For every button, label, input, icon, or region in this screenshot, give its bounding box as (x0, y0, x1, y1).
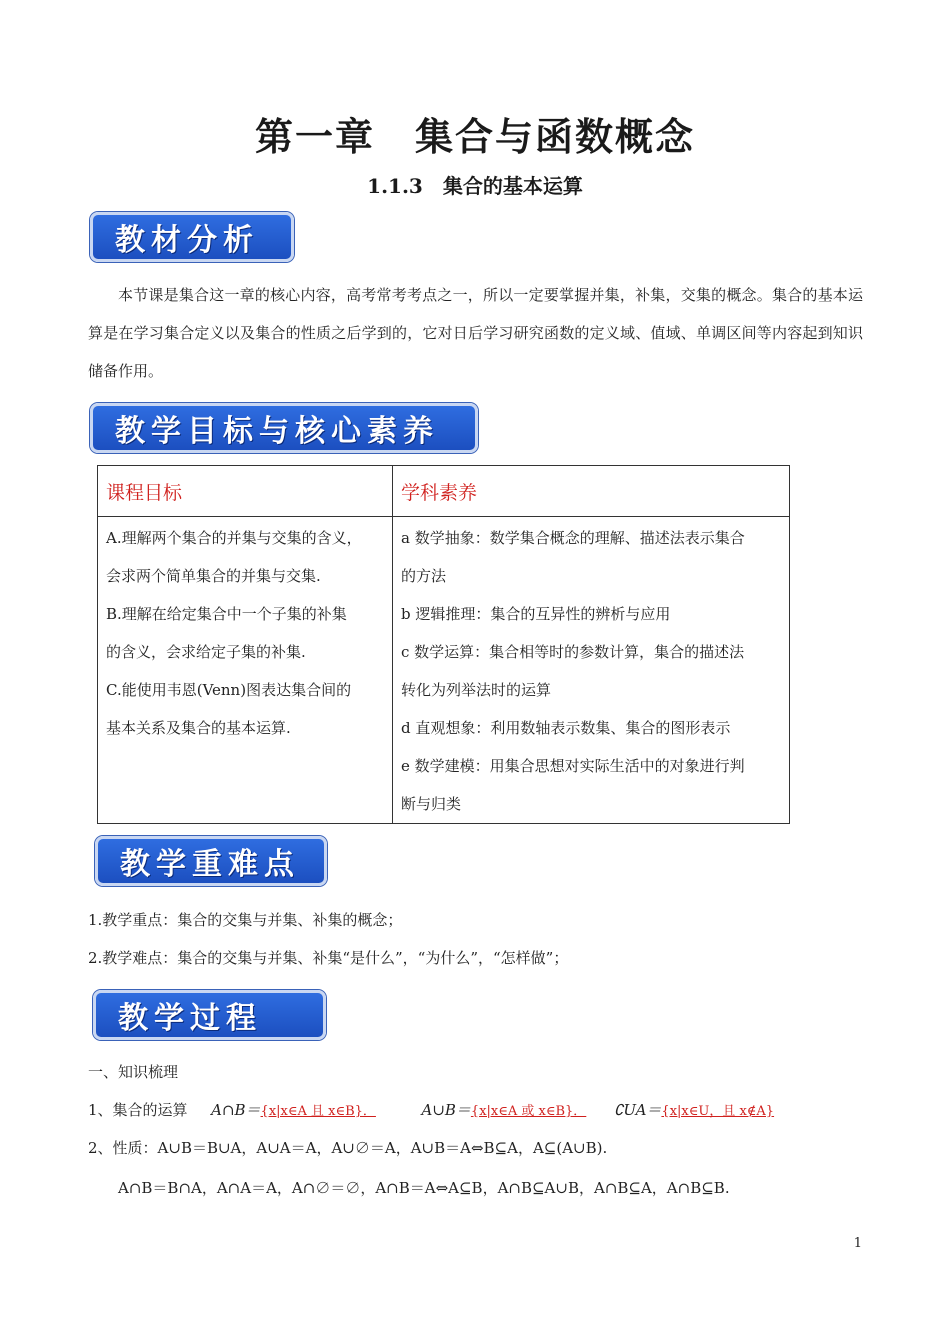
literacy-line: c 数学运算：集合相等时的参数计算，集合的描述法 (401, 643, 745, 661)
page-title: 第一章 集合与函数概念 (254, 114, 695, 159)
banner-keypoints: 教学重难点 (95, 836, 327, 886)
properties-line-2: A∩B＝B∩A，A∩A＝A，A∩∅＝∅，A∩B＝A⇔A⊆B，A∩B⊆A∪B，A∩B⊆A，A∩B⊆B. (118, 1179, 730, 1197)
literacy-line: 断与归类 (401, 795, 462, 813)
goal-line: 会求两个简单集合的并集与交集. (106, 567, 321, 585)
literacy-line: e 数学建模：用集合思想对实际生活中的对象进行判 (401, 757, 745, 775)
goals-col1-header: 课程目标 (98, 466, 393, 517)
banner-process: 教学过程 (93, 990, 326, 1040)
keypoint-line: 2.教学难点：集合的交集与并集、补集“是什么”，“为什么”，“怎样做”； (88, 949, 569, 967)
literacy-line: a 数学抽象：数学集合概念的理解、描述法表示集合 (401, 529, 745, 547)
union-definition: {x|x∈A 或 x∈B}． (470, 1104, 587, 1119)
literacy-line: b 逻辑推理：集合的互异性的辨析与应用 (401, 605, 671, 623)
literacy-line: 的方法 (401, 567, 447, 585)
intersection-lhs: A∩B＝ (211, 1101, 261, 1119)
goal-line: C.能使用韦恩(Venn)图表达集合间的 (106, 681, 352, 699)
process-heading: 一、知识梳理 (88, 1063, 179, 1081)
banner-goals: 教学目标与核心素养 (90, 403, 478, 453)
set-operations-line (88, 1100, 774, 1122)
analysis-paragraph: 本节课是集合这一章的核心内容，高考常考考点之一，所以一定要掌握并集，补集，交集的概念。集合的基本运算是在学习集合定义以及集合的性质之后学到的，它对日后学习研究函数的定义域、值域、单调区间等内容起到知识储备作用。 (88, 286, 863, 380)
section-subtitle: 1.1.3 集合的基本运算 (367, 174, 583, 198)
goal-line: A.理解两个集合的并集与交集的含义， (106, 529, 362, 547)
goal-line: 基本关系及集合的基本运算. (106, 719, 291, 737)
page-number: 1 (853, 1236, 862, 1251)
intersection-definition: {x|x∈A 且 x∈B}． (260, 1104, 376, 1119)
complement-definition: {x|x∈U，且 x∉A} (661, 1104, 775, 1119)
banner-analysis: 教材分析 (90, 212, 294, 262)
union-lhs: A∪B＝ (421, 1101, 471, 1119)
goals-table (97, 465, 790, 824)
goals-col1-cell (98, 517, 393, 824)
literacy-line: 转化为列举法时的运算 (401, 681, 552, 699)
complement-lhs: ∁UA＝ (613, 1101, 662, 1119)
goals-col2-cell (393, 517, 790, 824)
literacy-line: d 直观想象：利用数轴表示数集、集合的图形表示 (401, 719, 731, 737)
operations-label: 1、集合的运算 (88, 1101, 188, 1119)
keypoint-line: 1.教学重点：集合的交集与并集、补集的概念； (88, 911, 403, 929)
goal-line: 的含义，会求给定子集的补集. (106, 643, 306, 661)
properties-line-1: 2、性质：A∪B＝B∪A，A∪A＝A，A∪∅＝A，A∪B＝A⇔B⊆A，A⊆(A∪B). (88, 1139, 608, 1157)
goal-line: B.理解在给定集合中一个子集的补集 (106, 605, 347, 623)
goals-col2-header: 学科素养 (393, 466, 790, 517)
